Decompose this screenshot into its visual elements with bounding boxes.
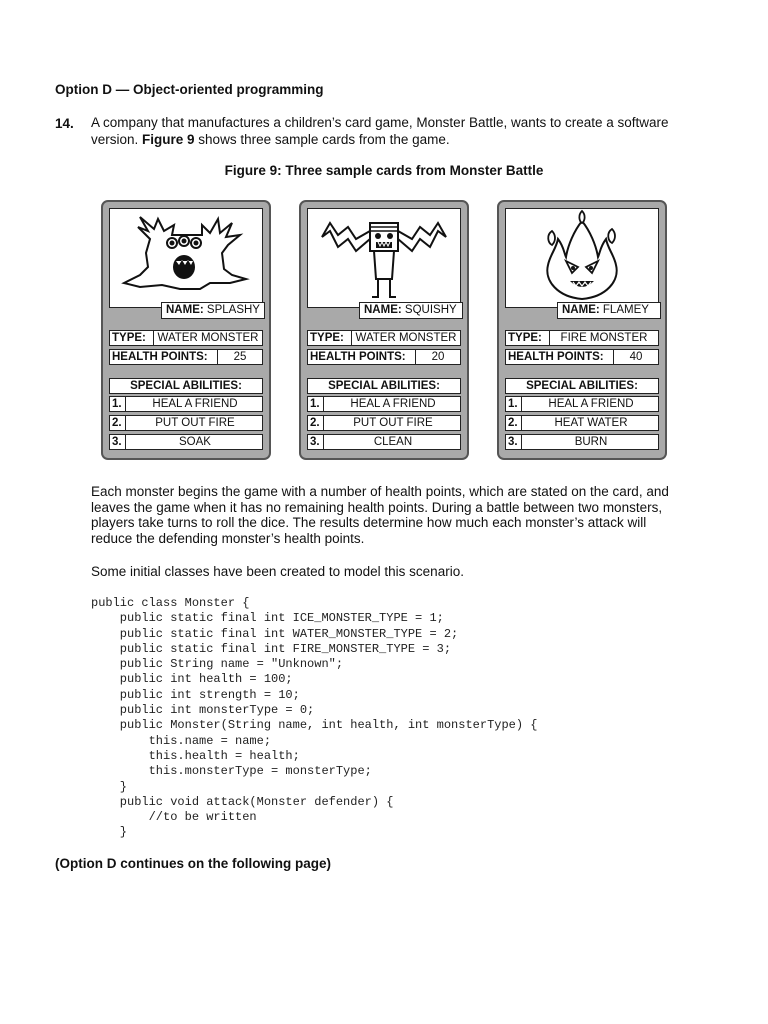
- ability-row: [505, 396, 659, 412]
- ability-number: 1.: [308, 397, 324, 411]
- ability-row: [505, 415, 659, 431]
- monster-name: FLAMEY: [602, 304, 649, 316]
- monster-illustration-splashy: [109, 208, 263, 308]
- ability-number: 3.: [308, 435, 324, 449]
- ability-number: 3.: [110, 435, 126, 449]
- name-label: NAME:: [364, 304, 402, 316]
- ability-number: 1.: [110, 397, 126, 411]
- question-text-before: A company that manufactures a children’s card game, Monster Battle, wants to create a software version.: [91, 115, 669, 147]
- name-field: [359, 302, 463, 319]
- monster-card-splashy: [101, 200, 271, 460]
- health-row: [109, 349, 263, 365]
- code-listing: public class Monster { public static final int ICE_MONSTER_TYPE = 1; public static final int WATER_MONSTER_TYPE = 2; public static final int FIRE_MONSTER_TYPE = 3; public String name = "Unknown"; public int health = 100; public int strength = 10; public int monsterType = 0; public Monster(String name, int health, int monsterType) { this.name = name; this.health = health; this.monsterType = monsterType; } public void attack(Monster defender) { //to be written }: [91, 596, 538, 840]
- ability-row: [307, 434, 461, 450]
- ability-text: PUT OUT FIRE: [353, 417, 433, 429]
- ability-number: 2.: [110, 416, 126, 430]
- special-abilities-title: SPECIAL ABILITIES:: [109, 378, 263, 394]
- question-text-after: shows three sample cards from the game.: [194, 131, 450, 147]
- ability-row: [307, 415, 461, 431]
- monster-type: WATER MONSTER: [157, 332, 259, 344]
- question-number: 14.: [55, 116, 74, 131]
- special-abilities-title: SPECIAL ABILITIES:: [505, 378, 659, 394]
- monster-type: WATER MONSTER: [355, 332, 457, 344]
- ability-row: [505, 434, 659, 450]
- squishy-sponge-icon: [308, 209, 460, 307]
- monster-card-flamey: [497, 200, 667, 460]
- card-frame: [101, 200, 271, 460]
- ability-number: 1.: [506, 397, 522, 411]
- scenario-paragraph: Each monster begins the game with a number of health points, which are stated on the card, and leaves the game when it has no remaining health points. During a battle between two monsters, players take turns to roll the dice. The results determine how much each monster’s attack will reduce the defending monster’s health points.: [91, 484, 669, 547]
- classes-intro-paragraph: Some initial classes have been created to model this scenario.: [91, 564, 464, 579]
- health-row: [505, 349, 659, 365]
- ability-row: [109, 396, 263, 412]
- ability-number: 2.: [308, 416, 324, 430]
- ability-row: [109, 415, 263, 431]
- monster-card-squishy: [299, 200, 469, 460]
- monster-illustration-squishy: [307, 208, 461, 308]
- monster-illustration-flamey: [505, 208, 659, 308]
- health-label: HEALTH POINTS:: [308, 350, 416, 364]
- ability-number: 3.: [506, 435, 522, 449]
- health-value: 25: [233, 351, 247, 363]
- ability-text: HEAL A FRIEND: [152, 398, 238, 410]
- splashy-blob-icon: [110, 209, 262, 307]
- health-label: HEALTH POINTS:: [110, 350, 218, 364]
- monster-name: SPLASHY: [206, 304, 260, 316]
- health-value: 20: [431, 351, 445, 363]
- health-label: HEALTH POINTS:: [506, 350, 614, 364]
- health-row: [307, 349, 461, 365]
- type-label: TYPE:: [308, 331, 352, 345]
- type-row: [505, 330, 659, 346]
- ability-text: HEAL A FRIEND: [548, 398, 634, 410]
- ability-text: HEAL A FRIEND: [350, 398, 436, 410]
- type-label: TYPE:: [110, 331, 154, 345]
- ability-number: 2.: [506, 416, 522, 430]
- name-label: NAME:: [562, 304, 600, 316]
- name-field: [161, 302, 265, 319]
- type-row: [307, 330, 461, 346]
- ability-row: [109, 434, 263, 450]
- flamey-fire-icon: [506, 209, 658, 307]
- ability-text: PUT OUT FIRE: [155, 417, 235, 429]
- figure-reference: Figure 9: [142, 131, 195, 147]
- ability-text: SOAK: [179, 436, 211, 448]
- health-value: 40: [629, 351, 643, 363]
- ability-text: BURN: [574, 436, 608, 448]
- monster-type: FIRE MONSTER: [560, 332, 648, 344]
- ability-text: HEAT WATER: [554, 417, 628, 429]
- ability-row: [307, 396, 461, 412]
- type-label: TYPE:: [506, 331, 550, 345]
- question-text: [91, 115, 691, 148]
- special-abilities-title: SPECIAL ABILITIES:: [307, 378, 461, 394]
- name-label: NAME:: [166, 304, 204, 316]
- figure-caption: Figure 9: Three sample cards from Monster Battle: [224, 163, 544, 178]
- ability-text: CLEAN: [373, 436, 413, 448]
- card-frame: [497, 200, 667, 460]
- monster-name: SQUISHY: [404, 304, 457, 316]
- type-row: [109, 330, 263, 346]
- section-heading: Option D — Object-oriented programming: [55, 82, 324, 97]
- card-frame: [299, 200, 469, 460]
- continuation-note: (Option D continues on the following page): [55, 856, 331, 871]
- name-field: [557, 302, 661, 319]
